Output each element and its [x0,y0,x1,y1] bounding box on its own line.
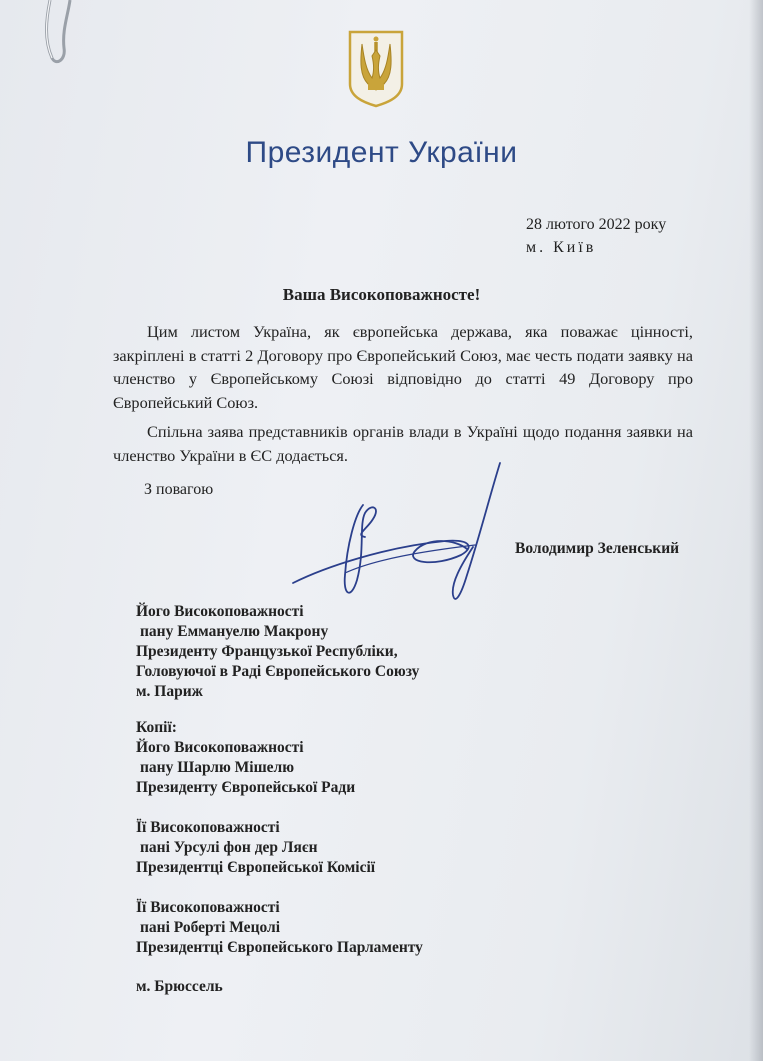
addressee-line: м. Париж [136,683,203,700]
body-paragraph-2: Спільна заява представників органів влади в Україні щодо подання заявки на членство України в ЄС додається. [113,422,693,465]
copy-recipient-michel [136,718,355,798]
recipient-line: пану Шарлю Мішелю [140,759,295,776]
recipient-line: Його Високоповажності [136,739,304,756]
salutation: Ваша Високоповажносте! [282,285,481,304]
recipient-line: Президентці Європейської Комісії [136,859,376,876]
addressee-line: Його Високоповажності [136,603,304,620]
body-paragraph-1: Цим листом Україна, як європейська держава, яка поважає цінності, закріплені в статті 2 Договору про Європейський Союз, має честь подати заявку на членство у Європейському Союзі відповідно до статті 49 Договору про Європейський Союз. [113,322,693,412]
copies-heading: Копії: [136,719,177,736]
letter-city: м. Київ [526,239,597,256]
recipient-line: Президенту Європейської Ради [136,779,356,796]
recipient-line: пані Урсулі фон дер Ляєн [140,839,318,856]
addressee-line: пану Еммануелю Макрону [140,623,329,640]
recipient-line: Її Високоповажності [136,819,280,836]
recipient-line: пані Роберті Мецолі [140,919,281,936]
brussels-city: м. Брюссель [136,978,223,995]
copy-recipient-metsola [136,898,423,958]
handwritten-signature [285,455,510,615]
staple-icon [38,0,78,70]
closing-phrase: З повагою [144,481,214,498]
recipient-line: Її Високоповажності [136,899,280,916]
signatory-name: Володимир Зеленський [515,540,680,557]
copy-recipient-von-der-leyen [136,818,375,878]
addressee-line: Президенту Французької Республіки, [136,643,398,660]
addressee-block [136,602,419,702]
trident-coat-of-arms-icon [346,28,406,108]
letter-date: 28 лютого 2022 року [526,216,667,233]
letterhead-title: Президент України [245,136,518,169]
addressee-line: Головуючої в Раді Європейського Союзу [136,663,420,680]
recipient-line: Президентці Європейського Парламенту [136,939,423,956]
